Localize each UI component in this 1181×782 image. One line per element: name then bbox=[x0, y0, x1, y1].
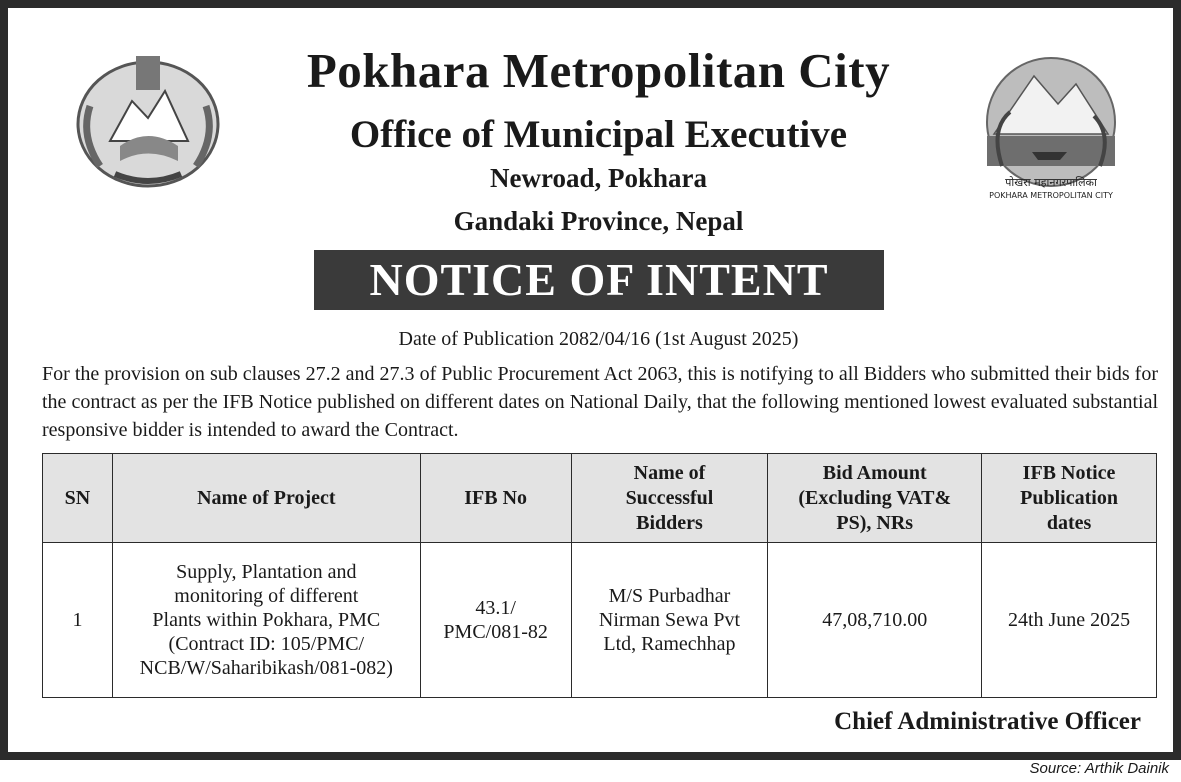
header-amount-line: Bid Amount bbox=[822, 461, 927, 484]
city-name: Pokhara Metropolitan City bbox=[306, 43, 891, 98]
intro-paragraph: For the provision on sub clauses 27.2 and 27.3 of Public Procurement Act 2063, this is notifying to all Bidders who submitted their bids for the contract as per the IFB Notice published on different dates on National Daily, that the following mentioned lowest evaluated substantial responsive bidder is intended to award the Contract. bbox=[42, 363, 1158, 441]
cell-ifb-no bbox=[420, 543, 571, 698]
project-line: NCB/W/Saharibikash/081-082) bbox=[139, 657, 393, 679]
header-dates-line: Publication bbox=[1020, 486, 1118, 509]
header-dates-line: IFB Notice bbox=[1022, 461, 1116, 484]
address-line-1: Newroad, Pokhara bbox=[489, 163, 707, 193]
header-project: Name of Project bbox=[112, 454, 420, 543]
header-amount-line: (Excluding VAT& bbox=[798, 486, 952, 509]
header-bidders bbox=[571, 454, 768, 543]
project-line: Plants within Pokhara, PMC bbox=[152, 609, 381, 631]
logo-nepali-text: पोखरा महानगरपालिका bbox=[1005, 176, 1097, 189]
notice-heading: NOTICE OF INTENT bbox=[314, 250, 884, 310]
award-table bbox=[42, 453, 1157, 698]
logo-english-text: POKHARA METROPOLITAN CITY bbox=[989, 191, 1113, 200]
cell-project bbox=[112, 543, 420, 698]
cell-publication-date: 24th June 2025 bbox=[982, 543, 1157, 698]
office-name: Office of Municipal Executive bbox=[349, 113, 848, 156]
header-bid-amount bbox=[768, 454, 982, 543]
header-publication-dates bbox=[982, 454, 1157, 543]
source-credit: Source: Arthik Dainik bbox=[1029, 760, 1169, 777]
cell-bidder bbox=[571, 543, 768, 698]
ifb-line: 43.1/ bbox=[475, 597, 516, 619]
cell-bid-amount: 47,08,710.00 bbox=[768, 543, 982, 698]
signatory: Chief Administrative Officer bbox=[834, 708, 1141, 735]
bidder-line: Nirman Sewa Pvt bbox=[598, 609, 741, 631]
publication-date: Date of Publication 2082/04/16 (1st August 2025) bbox=[398, 328, 799, 350]
address-line-2: Gandaki Province, Nepal bbox=[453, 206, 744, 236]
project-line: monitoring of different bbox=[174, 585, 359, 607]
project-line: Supply, Plantation and bbox=[176, 561, 357, 583]
table-header-row bbox=[43, 454, 1157, 543]
bidder-line: M/S Purbadhar bbox=[608, 585, 731, 607]
cell-sn: 1 bbox=[43, 543, 113, 698]
header-bidders-line: Name of bbox=[633, 461, 706, 484]
project-line: (Contract ID: 105/PMC/ bbox=[168, 633, 365, 655]
header-dates-line: dates bbox=[1046, 511, 1092, 534]
header-bidders-line: Bidders bbox=[636, 511, 703, 534]
header-ifb-no: IFB No bbox=[420, 454, 571, 543]
ifb-line: PMC/081-82 bbox=[443, 621, 548, 643]
header-amount-line: PS), NRs bbox=[836, 511, 914, 534]
bidder-line: Ltd, Ramechhap bbox=[603, 633, 736, 655]
table-row bbox=[43, 543, 1157, 698]
header-sn: SN bbox=[43, 454, 113, 543]
header-bidders-line: Successful bbox=[625, 486, 714, 509]
